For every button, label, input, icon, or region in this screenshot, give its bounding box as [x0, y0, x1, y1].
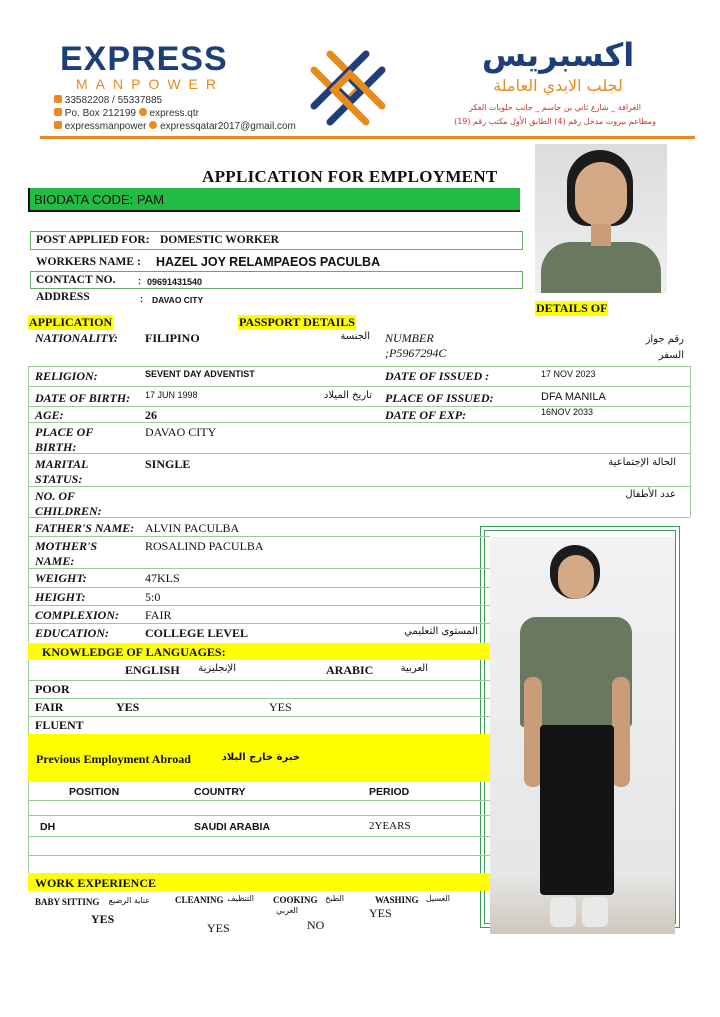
washing-label: WASHING	[375, 895, 419, 905]
fair-arabic-value: YES	[269, 700, 292, 714]
biodata-code: BIODATA CODE: PAM	[34, 192, 165, 207]
row-divider	[28, 605, 490, 606]
exp-value: 16NOV 2033	[541, 407, 594, 417]
logo-manpower: MANPOWER	[76, 76, 224, 92]
row-divider	[28, 422, 690, 423]
passport-number-label: NUMBER	[385, 331, 434, 345]
arabic-address-2: ومطاعم بيروت مدخل رقم (4) الطابق الأول مكتب رقم (19)	[454, 117, 656, 126]
details-of-label: DETAILS OF	[536, 301, 608, 315]
col-country: COUNTRY	[194, 786, 246, 798]
post-applied-label: POST APPLIED FOR:	[36, 234, 150, 246]
mother-label-2: NAME:	[35, 554, 75, 568]
employment-header: Previous Employment Abroad	[36, 752, 191, 766]
row-divider	[28, 698, 490, 699]
arabic-address-1: الغرافة _ شارع ثاني بن جاسم _ جانب حلويات العكر	[469, 103, 641, 112]
body-shoe-left	[550, 897, 576, 927]
row-divider	[28, 855, 490, 856]
employment-header-arabic: خبرة خارج البلاد	[221, 752, 300, 763]
washing-arabic: الغسيل	[425, 894, 450, 903]
place-issued-label: PLACE OF ISSUED:	[385, 391, 494, 405]
mother-label-1: MOTHER'S	[35, 539, 98, 553]
row-divider	[28, 366, 690, 367]
logo-express: EXPRESS	[60, 40, 228, 78]
row-divider	[28, 517, 690, 518]
biodata-bar	[28, 188, 520, 212]
post-applied-value: DOMESTIC WORKER	[160, 234, 279, 246]
row-divider	[28, 587, 490, 588]
languages-left-border	[28, 660, 29, 734]
instagram-text: expressmanpower	[64, 121, 147, 132]
passport-number-value: ;P5967294C	[385, 346, 447, 360]
contact-social	[54, 121, 296, 132]
row-divider	[28, 536, 490, 537]
workers-name-value: HAZEL JOY RELAMPAEOS PACULBA	[156, 255, 381, 269]
email-icon	[149, 121, 157, 129]
baby-sitting-label: BABY SITTING	[35, 897, 100, 907]
arabic-logo-title: اكسبريس	[481, 36, 635, 74]
application-label: APPLICATION	[29, 315, 113, 329]
marital-label-2: STATUS:	[35, 472, 83, 486]
children-label-1: NO. OF	[35, 489, 76, 503]
marital-label-1: MARITAL	[35, 457, 89, 471]
facebook-icon	[139, 108, 147, 116]
address-label: ADDRESS	[36, 291, 90, 303]
weight-value: 47KLS	[145, 571, 180, 585]
row-divider	[28, 568, 490, 569]
father-value: ALVIN PACULBA	[145, 521, 240, 535]
passport-arabic-1: رقم جواز	[645, 334, 684, 345]
complexion-label: COMPLEXION:	[35, 608, 120, 622]
row-divider	[28, 836, 490, 837]
header	[0, 0, 720, 140]
form-title: APPLICATION FOR EMPLOYMENT	[202, 167, 498, 186]
marital-value: SINGLE	[145, 457, 191, 471]
weight-label: WEIGHT:	[35, 571, 87, 585]
employment-country-value: SAUDI ARABIA	[194, 821, 271, 833]
company-emblem-icon	[306, 46, 390, 130]
portrait-neck	[591, 224, 611, 246]
col-position: POSITION	[69, 786, 120, 798]
body-face	[558, 555, 594, 599]
poor-label: POOR	[35, 682, 70, 696]
date-issued-value: 17 NOV 2023	[541, 369, 596, 379]
arabic-label: ARABIC	[326, 663, 374, 677]
religion-value: SEVENT DAY ADVENTIST	[145, 369, 255, 379]
row-divider	[28, 815, 490, 816]
cooking-label: COOKING	[273, 895, 318, 905]
father-label: FATHER'S NAME:	[35, 521, 135, 535]
passport-details-label: PASSPORT DETAILS	[239, 315, 355, 329]
height-value: 5:0	[145, 590, 161, 604]
cooking-value: NO	[307, 918, 325, 932]
arabic-arabic: العربية	[400, 663, 428, 674]
languages-header: KNOWLEDGE OF LANGUAGES:	[42, 645, 226, 659]
row-divider	[28, 800, 490, 801]
marital-arabic: الحالة الإجتماعية	[608, 457, 676, 468]
cleaning-label: CLEANING	[175, 895, 224, 905]
employment-left-border	[28, 782, 29, 873]
fair-label: FAIR	[35, 700, 64, 714]
religion-label: RELIGION:	[35, 369, 98, 383]
phones-text: 33582208 / 55337885	[64, 95, 163, 106]
nationality-value: FILIPINO	[145, 331, 200, 345]
washing-value: YES	[369, 906, 392, 920]
contact-pobox	[54, 108, 199, 119]
body-arm-right	[612, 677, 630, 787]
table-left-border	[28, 366, 29, 642]
address-value: DAVAO CITY	[152, 295, 204, 305]
phone-icon	[54, 95, 62, 103]
complexion-value: FAIR	[145, 608, 172, 622]
height-label: HEIGHT:	[35, 590, 86, 604]
instagram-icon	[54, 121, 62, 129]
row-divider	[28, 386, 690, 387]
portrait-shirt	[541, 242, 661, 293]
header-divider	[40, 136, 695, 139]
facebook-text: express.qtr	[149, 108, 199, 119]
body-pants	[540, 725, 614, 895]
cleaning-arabic: التنظيف	[227, 894, 254, 903]
portrait-face	[575, 162, 627, 226]
employment-period-value: 2YEARS	[369, 820, 411, 832]
children-arabic: عدد الأطفال	[625, 489, 676, 500]
fluent-label: FLUENT	[35, 718, 84, 732]
place-issued-value: DFA MANILA	[541, 391, 606, 403]
table-right-border	[690, 366, 691, 517]
body-shoe-right	[582, 897, 608, 927]
col-period: PERIOD	[369, 786, 410, 798]
english-arabic: الإنجليزية	[198, 663, 236, 674]
row-divider	[28, 453, 690, 454]
row-divider	[28, 716, 490, 717]
english-label: ENGLISH	[125, 663, 180, 677]
education-value: COLLEGE LEVEL	[145, 626, 249, 640]
age-label: AGE:	[35, 408, 64, 422]
pob-label-2: BIRTH:	[35, 440, 77, 454]
cleaning-value: YES	[207, 921, 230, 935]
baby-sitting-arabic: عناية الرضيع	[108, 896, 150, 905]
exp-label: DATE OF EXP:	[385, 408, 467, 422]
nationality-arabic: الجنسة	[340, 331, 370, 342]
dob-label: DATE OF BIRTH:	[35, 391, 131, 405]
nationality-label: NATIONALITY:	[35, 331, 118, 345]
row-divider	[28, 680, 490, 681]
workers-name-label: WORKERS NAME :	[36, 256, 141, 268]
pob-value: DAVAO CITY	[145, 425, 217, 439]
email-text: expressqatar2017@gmail.com	[160, 121, 296, 132]
cooking-arabic: الطبخ	[325, 894, 344, 903]
fair-english-value: YES	[116, 700, 140, 714]
portrait-photo	[535, 144, 667, 293]
date-issued-label: DATE OF ISSUED :	[385, 369, 490, 383]
contact-label: CONTACT NO.	[36, 274, 116, 286]
passport-arabic-2: السفر	[658, 350, 684, 361]
row-divider	[28, 623, 490, 624]
address-sep: :	[140, 294, 143, 304]
employment-position-value: DH	[40, 821, 56, 833]
contact-phones	[54, 95, 162, 106]
mailbox-icon	[54, 108, 62, 116]
pobox-text: Po. Box 212199	[64, 108, 136, 119]
full-body-photo	[490, 537, 675, 934]
cooking-arabic-2: العربي	[276, 906, 298, 915]
baby-sitting-value: YES	[91, 912, 115, 926]
dob-arabic: تاريخ الميلاد	[323, 390, 372, 401]
age-value: 26	[145, 408, 157, 422]
row-divider	[28, 486, 690, 487]
education-arabic: المستوى التعليمي	[404, 626, 478, 637]
pob-label-1: PLACE OF	[35, 425, 94, 439]
children-label-2: CHILDREN:	[35, 504, 102, 518]
mother-value: ROSALIND PACULBA	[145, 539, 264, 553]
arabic-logo-sub: لجلب الايدي العاملة	[493, 76, 623, 95]
work-header: WORK EXPERIENCE	[35, 876, 157, 890]
dob-value: 17 JUN 1998	[145, 390, 198, 400]
contact-sep: :	[138, 276, 141, 286]
contact-value: 09691431540	[147, 277, 203, 287]
education-label: EDUCATION:	[35, 626, 110, 640]
